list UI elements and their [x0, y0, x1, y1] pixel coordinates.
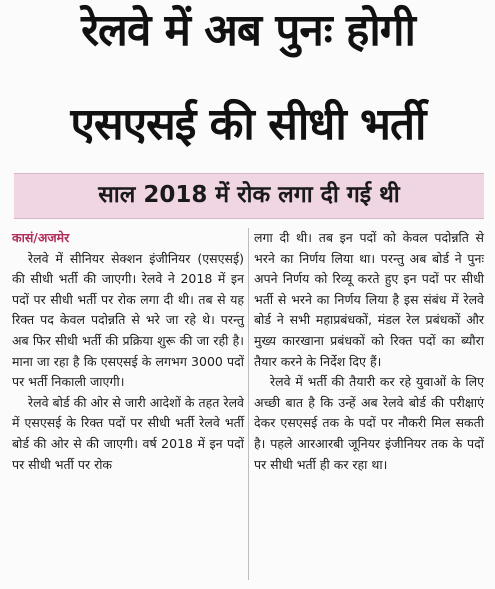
headline-line-2: एसएसई की सीधी भर्ती — [70, 99, 426, 150]
column-divider — [248, 228, 249, 580]
subheadline: साल 2018 में रोक लगा दी गई थी — [98, 182, 400, 208]
dateline: कासं/अजमेर — [12, 230, 70, 245]
article-paragraph-2-continued: लगा दी थी। तब इन पदों को केवल पदोन्नति से भरने का निर्णय लिया था। परन्तु अब बोर्ड ने पुनः अपने निर्णय को रिव्यू करते हुए इन पदों पर सीधी भर्ती से भरने का निर्णय लिया है इस संबंध में रेलवे बोर्ड ने सभी महाप्रबंधकों, मंडल रेल प्रबंधकों और मुख्य कारखाना प्रबंधकों को रिक्त पदों का ब्यौरा तैयार करने के निर्देश दिए हैं। — [254, 230, 484, 369]
article-paragraph-2: रेलवे बोर्ड की ओर से जारी आदेशों के तहत रेलवे में एसएसई के रिक्त पदों पर सीधी भर्ती रेलवे भर्ती बोर्ड की ओर से की जाएगी। वर्ष 2018 में इन पदों पर सीधी भर्ती पर रोक — [12, 394, 244, 472]
article-column-right — [254, 228, 484, 475]
article-column-left — [12, 228, 244, 475]
article-paragraph-3: रेलवे में भर्ती की तैयारी कर रहे युवाओं के लिए अच्छी बात है कि उन्हें अब रेलवे बोर्ड की परीक्षाएं देकर एसएसई तक के पदों पर नौकरी मिल सकती है। पहले आरआरबी जूनियर इंजीनियर तक के पदों पर सीधी भर्ती ही कर रहा था। — [254, 374, 484, 472]
article-paragraph-1: रेलवे में सीनियर सेक्शन इंजीनियर (एसएसई) की सीधी भर्ती की जाएगी। रेलवे ने 2018 में इन पदों पर सीधी भर्ती पर रोक लगा दी थी। तब से यह रिक्त पद केवल पदोन्नति से भरे जा रहे थे। परन्तु अब फिर सीधी भर्ती की प्रक्रिया शुरू की जा रही है। माना जा रहा है कि एसएसई के लगभग 3000 पदों पर भर्ती निकाली जाएगी। — [12, 250, 244, 390]
headline-line-1: रेलवे में अब पुनः होगी — [81, 5, 415, 56]
